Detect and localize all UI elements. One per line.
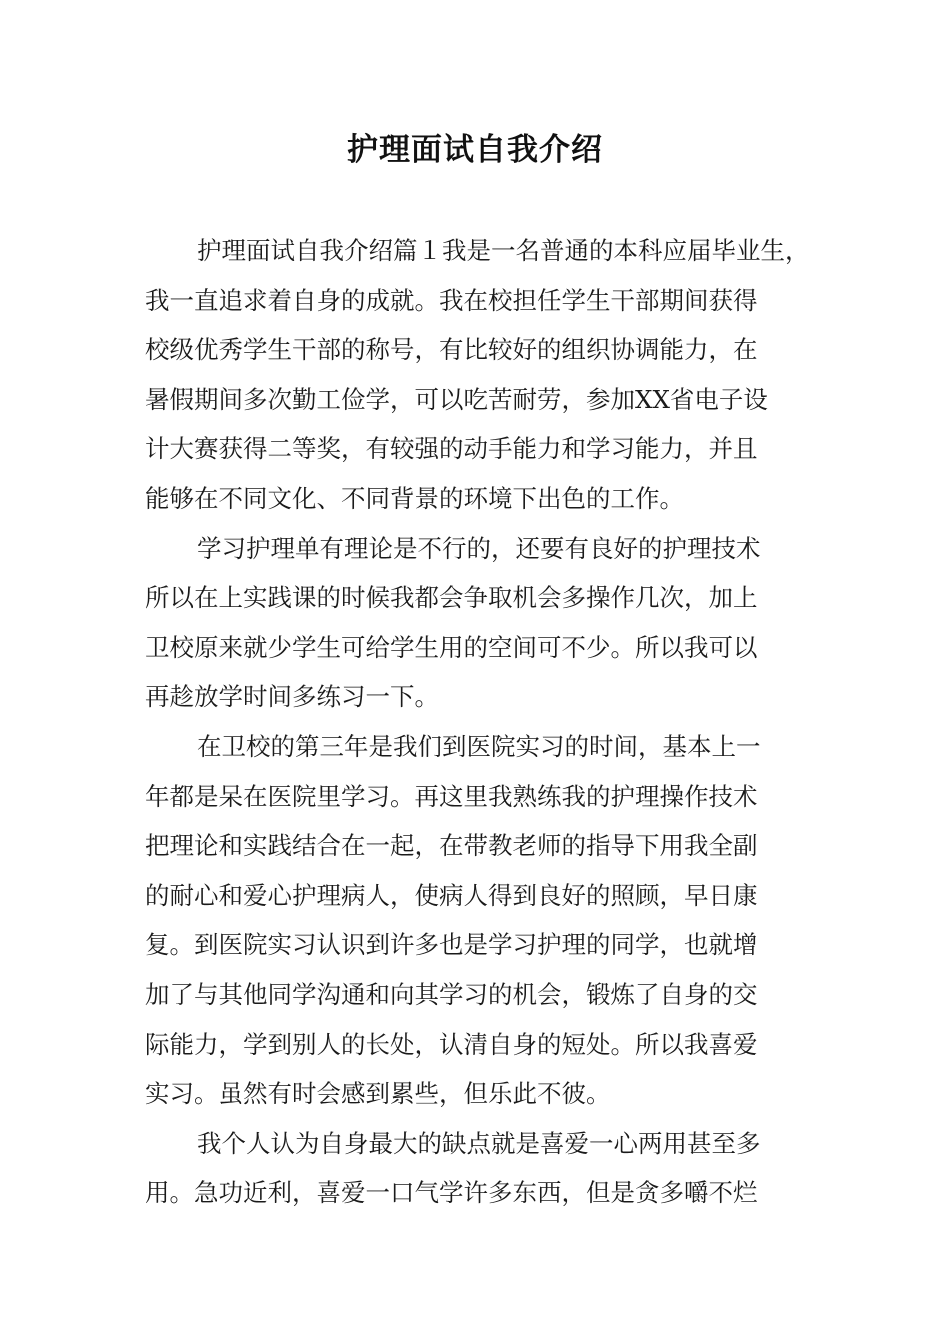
text-line: 再趁放学时间多练习一下。 [145, 682, 439, 712]
text-line: 在卫校的第三年是我们到医院实习的时间，基本上一 [197, 731, 761, 761]
text-line: 的耐心和爱心护理病人，使病人得到良好的照顾，早日康 [145, 880, 758, 910]
text-line: 计大赛获得二等奖，有较强的动手能力和学习能力，并且 [145, 434, 758, 464]
text-line: 我个人认为自身最大的缺点就是喜爱一心两用甚至多 [197, 1128, 761, 1158]
text-line: 把理论和实践结合在一起，在带教老师的指导下用我全副 [145, 831, 758, 861]
text-line: 际能力，学到别人的长处，认清自身的短处。所以我喜爱 [145, 1029, 758, 1059]
text-line: 卫校原来就少学生可给学生用的空间可不少。所以我可以 [145, 632, 758, 662]
text-line: 所以在上实践课的时候我都会争取机会多操作几次，加上 [145, 583, 758, 613]
document-title: 护理面试自我介绍 [347, 132, 603, 168]
text-line: 复。到医院实习认识到许多也是学习护理的同学，也就增 [145, 930, 758, 960]
text-line: 校级优秀学生干部的称号，有比较好的组织协调能力，在 [145, 335, 758, 365]
text-line: 能够在不同文化、不同背景的环境下出色的工作。 [145, 483, 684, 513]
text-line: 学习护理单有理论是不行的，还要有良好的护理技术 [197, 533, 761, 563]
text-line: 暑假期间多次勤工俭学，可以吃苦耐劳，参加XX省电子设 [145, 384, 768, 414]
text-line: 实习。虽然有时会感到累些，但乐此不彼。 [145, 1079, 611, 1109]
text-line: 护理面试自我介绍篇１我是一名普通的本科应届毕业生， [197, 236, 810, 265]
text-line: 年都是呆在医院里学习。再这里我熟练我的护理操作技术 [145, 781, 758, 811]
document-body [145, 226, 815, 1218]
text-line: 用。急功近利，喜爱一口气学许多东西，但是贪多嚼不烂 [145, 1178, 758, 1208]
text-line: 加了与其他同学沟通和向其学习的机会，锻炼了自身的交 [145, 979, 758, 1009]
text-line: 我一直追求着自身的成就。我在校担任学生干部期间获得 [145, 285, 758, 315]
